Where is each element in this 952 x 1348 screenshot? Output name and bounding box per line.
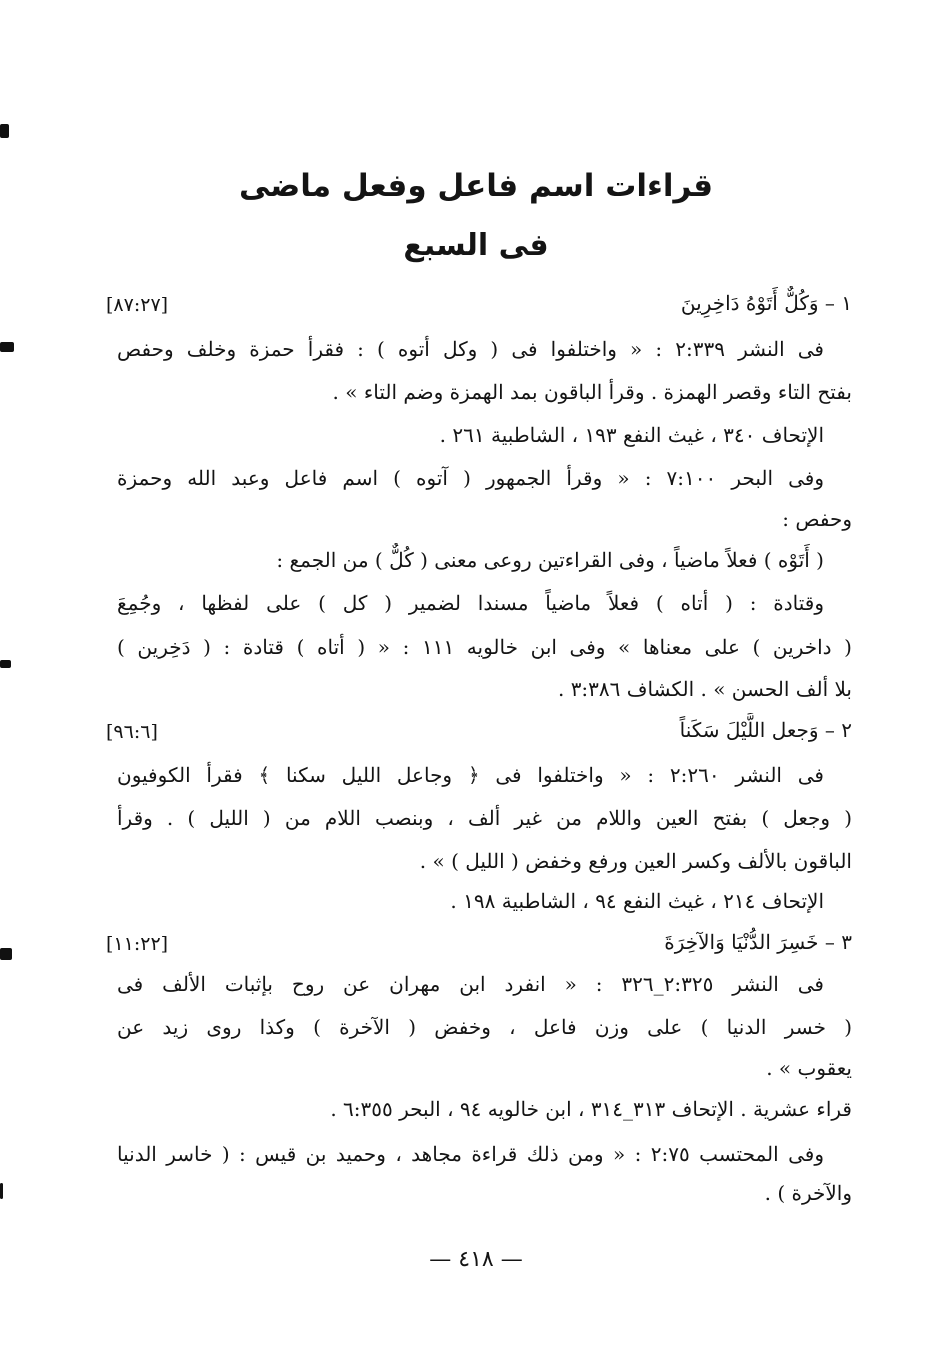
page-number: — ٤١٨ — [429, 1247, 523, 1272]
text-line: فى النشر ٢:٣٣٩ : « واختلفوا فى ( وكل أتوه ) : فقرأ حمزة وخلف وحفص [117, 337, 824, 361]
text-line: فى النشر ٢:٢٦٠ : « واختلفوا فى ﴿ وجاعل الليل سكنا ﴾ فقرأ الكوفيون [117, 763, 824, 787]
text-line: وحفص : [782, 507, 852, 531]
text-line: وفى المحتسب ٢:٧٥ : « ومن ذلك قراءة مجاهد ، وحميد بن قيس : ( خاسر الدنيا [117, 1142, 824, 1166]
margin-mark [0, 1183, 3, 1199]
text-line: ( أَتَوْه ) فعلاً ماضياً ، وفى القراءتين روعى معنى ( كُلٌّ ) من الجمع : [276, 548, 824, 572]
text-line: يعقوب » . [766, 1056, 852, 1080]
text-line: قراء عشرية . الإتحاف ٣١٣_٣١٤ ، ابن خالويه ٩٤ ، البحر ٦:٣٥٥ . [330, 1097, 852, 1121]
text-line: وفى البحر ٧:١٠٠ : « وقرأ الجمهور ( آتوه ) اسم فاعل وعبد الله وحمزة [117, 466, 824, 490]
text-line: فى النشر ٢:٣٢٥_٣٢٦ : « انفرد ابن مهران عن روح بإثبات الألف فى [117, 972, 824, 996]
text-line: الإتحاف ٢١٤ ، غيث النفع ٩٤ ، الشاطبية ١٩٨ . [450, 889, 824, 913]
text-line: ( داخرين ) على معناها » وفى ابن خالويه ١١١ : « ( أتاه ) قتادة : ( دَخِرين ) [117, 635, 852, 659]
margin-mark [0, 660, 11, 668]
margin-mark [0, 124, 9, 138]
text-line: وقتادة : ( أتاه ) فعلاً ماضياً مسندا لضمير ( كل ) على لفظها ، وجُمِعَ [117, 591, 824, 615]
text-line: الإتحاف ٣٤٠ ، غيث النفع ١٩٣ ، الشاطبية ٢٦١ . [439, 423, 824, 447]
page-title: قراءات اسم فاعل وفعل ماضى [238, 168, 714, 204]
text-line: ( وجعل ) بفتح العين واللام من غير ألف ، وبنصب اللام من ( الليل ) . وقرأ [117, 806, 852, 830]
margin-mark [0, 948, 12, 960]
page-subtitle: فى السبع [403, 228, 549, 263]
verse-reference: [٩٦:٦] [106, 721, 158, 743]
text-line: والآخرة ) . [764, 1181, 852, 1205]
margin-mark [0, 342, 14, 352]
section-heading: ١ – وَكُلٌّ أَتَوْهُ دَاخِرِينَ [680, 291, 852, 315]
verse-reference: [١١:٢٢] [106, 933, 169, 955]
text-line: بلا ألف الحسن » . الكشاف ٣:٣٨٦ . [557, 677, 852, 701]
text-line: ( خسر الدنيا ) على وزن فاعل ، وخفض ( الآخرة ) وكذا روى زيد عن [117, 1015, 852, 1039]
verse-reference: [٨٧:٢٧] [106, 294, 169, 316]
text-line: بفتح التاء وقصر الهمزة . وقرأ الباقون بمد الهمزة وضم التاء » . [332, 380, 852, 404]
text-line: الباقون بالألف وكسر العين ورفع وخفض ( الليل ) » . [419, 849, 852, 873]
section-heading: ٢ – وَجعل اللَّيْلَ سَكَناً [679, 718, 852, 742]
section-heading: ٣ – خَسِرَ الدُّنْيَا وَالآخِرَةَ [664, 930, 852, 954]
